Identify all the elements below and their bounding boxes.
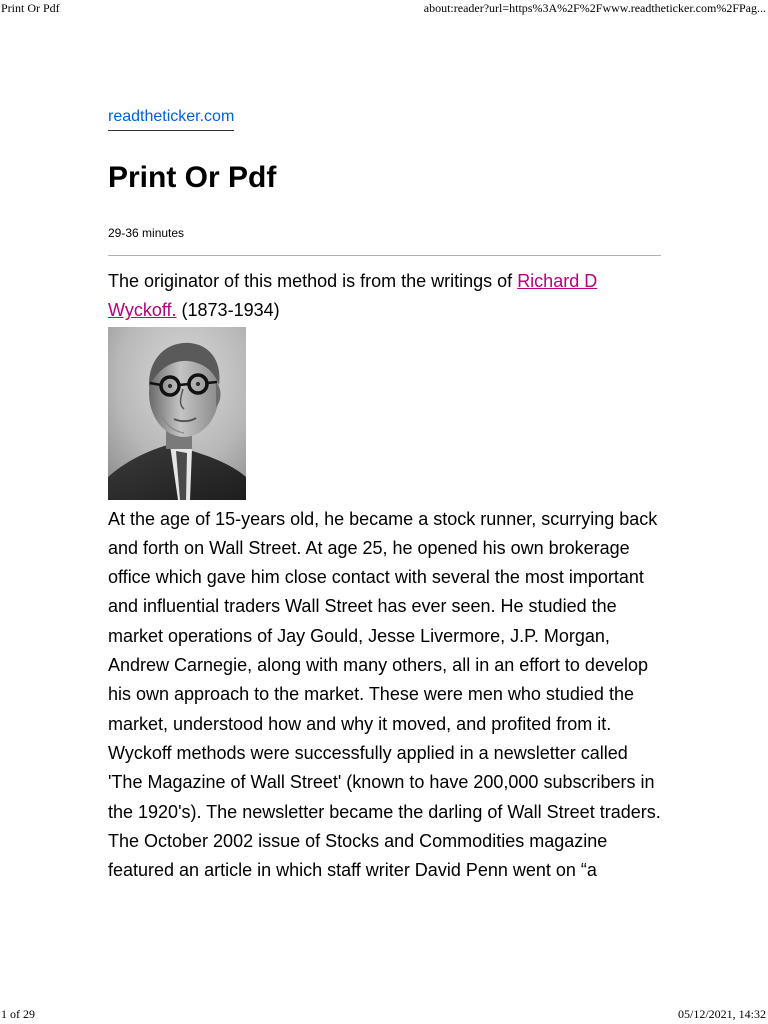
intro-paragraph: [108, 267, 661, 326]
page-title: Print Or Pdf: [108, 161, 277, 194]
print-header-url: about:reader?url=https%3A%2F%2Fwww.readtheticker.com%2FPag...: [423, 1, 766, 15]
print-datetime: 05/12/2021, 14:32: [677, 1007, 766, 1021]
intro-text-after: (1873-1934): [176, 300, 280, 321]
print-header-title: Print Or Pdf: [1, 1, 60, 15]
wyckoff-portrait-image: [108, 327, 246, 500]
print-header: [0, 0, 768, 20]
print-footer: [0, 1004, 768, 1024]
reading-time: 29-36 minutes: [108, 226, 185, 240]
intro-text-before: The originator of this method is from the writings of: [108, 271, 518, 291]
page-count: 1 of 29: [1, 1007, 35, 1021]
paragraph-3: The October 2002 issue of Stocks and Commodities magazine featured an article in which staff writer David Penn went on “a: [108, 830, 608, 881]
wyckoff-link[interactable]: Richard D Wyckoff.: [108, 271, 598, 321]
header-divider: [108, 255, 661, 256]
domain-link[interactable]: readtheticker.com: [108, 105, 234, 131]
paragraph-2: At the age of 15-years old, he became a stock runner, scurrying back and forth on Wall Street. At age 25, he opened his own brokerage office which gave him close contact with several the most important and influential traders Wall Street has ever seen. He studied the market operations of Jay Gould, Jesse Livermore, J.P. Morgan, Andrew Carnegie, along with many others, all in an effort to develop his own approach to the market. These were men who studied the market, understood how and why it moved, and profited from it. Wyckoff methods were successfully applied in a newsletter called 'The Magazine of Wall Street' (known to have 200,000 subscribers in the 1920's). The newsletter became the darling of Wall Street traders.: [108, 508, 661, 822]
article-body: [108, 267, 661, 885]
reader-content: [108, 105, 661, 885]
